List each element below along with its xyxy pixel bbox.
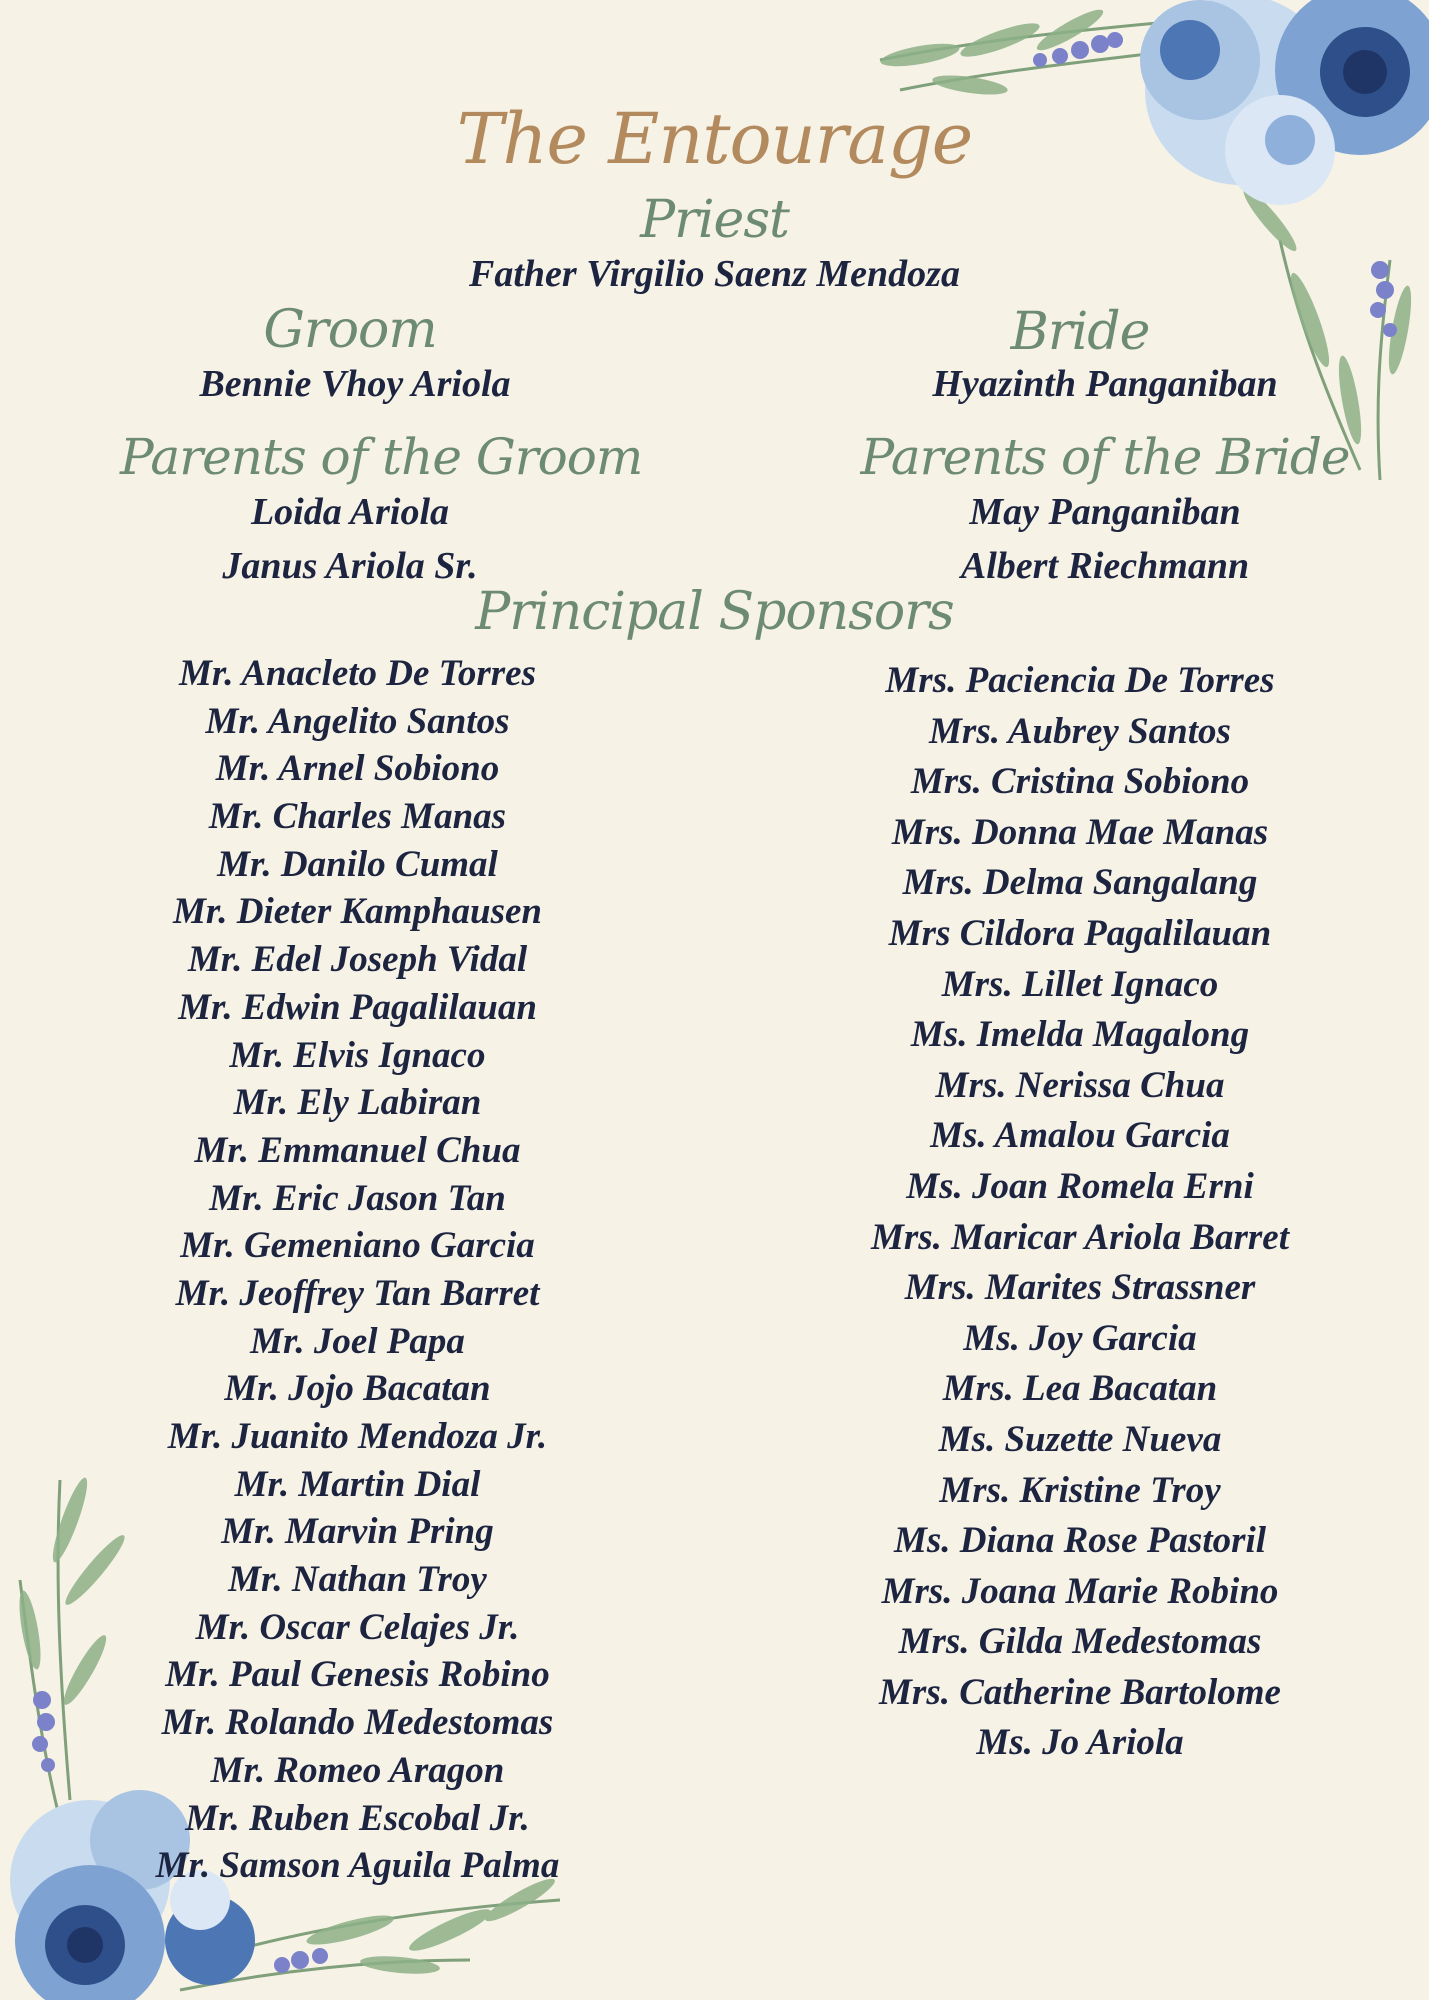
sponsor-name: Mrs. Catherine Bartolome — [879, 1671, 1281, 1713]
priest-name: Father Virgilio Saenz Mendoza — [469, 253, 960, 295]
parents-groom-name-1: Loida Ariola — [250, 491, 450, 533]
sponsor-name: Mr. Angelito Santos — [205, 700, 510, 742]
page-title: The Entourage — [456, 98, 973, 180]
sponsor-name: Mr. Eric Jason Tan — [209, 1177, 506, 1219]
parents-groom-heading: Parents of the Groom — [120, 428, 643, 486]
sponsor-name: Ms. Suzette Nueva — [938, 1418, 1222, 1460]
sponsor-name: Ms. Amalou Garcia — [930, 1115, 1230, 1157]
sponsor-name: Mrs. Aubrey Santos — [929, 710, 1231, 752]
sponsor-name: Mrs Cildora Pagalilauan — [888, 912, 1272, 954]
sponsor-name: Mr. Gemeniano Garcia — [180, 1225, 535, 1267]
sponsor-name: Ms. Joy Garcia — [963, 1317, 1197, 1359]
sponsor-name: Mr. Anacleto De Torres — [178, 653, 536, 694]
sponsor-name: Mrs. Marites Strassner — [904, 1267, 1256, 1309]
sponsors-list-right — [820, 656, 1340, 1769]
sponsor-name: Mr. Marvin Pring — [221, 1511, 494, 1553]
bride-name: Hyazinth Panganiban — [932, 363, 1278, 405]
sponsor-name: Mrs. Donna Mae Manas — [891, 811, 1269, 853]
sponsor-name: Mr. Elvis Ignaco — [229, 1034, 486, 1076]
sponsor-name: Mr. Edwin Pagalilauan — [178, 986, 537, 1028]
sponsor-name: Mr. Joel Papa — [250, 1320, 465, 1362]
sponsor-name: Mrs. Gilda Medestomas — [898, 1621, 1262, 1663]
parents-groom-name-2: Janus Ariola Sr. — [222, 545, 478, 587]
sponsor-name: Mr. Jeoffrey Tan Barret — [175, 1272, 540, 1314]
sponsor-name: Mr. Paul Genesis Robino — [165, 1654, 550, 1696]
sponsor-name: Mr. Ely Labiran — [233, 1082, 482, 1124]
sponsor-name: Mrs. Lea Bacatan — [942, 1368, 1218, 1410]
sponsor-name: Ms. Diana Rose Pastoril — [893, 1520, 1267, 1562]
sponsor-name: Mr. Rolando Medestomas — [161, 1702, 554, 1744]
parents-bride-name-2: Albert Riechmann — [960, 545, 1250, 587]
priest-heading: Priest — [640, 190, 789, 250]
sponsor-name: Mr. Jojo Bacatan — [224, 1368, 491, 1410]
sponsor-name: Mr. Danilo Cumal — [217, 843, 498, 885]
sponsor-name: Mr. Edel Joseph Vidal — [187, 939, 528, 981]
parents-bride-name-1: May Panganiban — [969, 491, 1241, 533]
sponsor-name: Mr. Arnel Sobiono — [215, 748, 500, 790]
sponsor-name: Mrs. Kristine Troy — [939, 1469, 1221, 1511]
sponsor-name: Mrs. Delma Sangalang — [902, 862, 1258, 904]
sponsor-name: Ms. Imelda Magalong — [910, 1014, 1250, 1056]
sponsor-name: Ms. Jo Ariola — [976, 1722, 1184, 1764]
sponsor-name: Mr. Dieter Kamphausen — [172, 891, 543, 933]
sponsor-name: Mrs. Maricar Ariola Barret — [870, 1216, 1290, 1258]
sponsor-name: Mr. Ruben Escobal Jr. — [185, 1797, 530, 1839]
sponsor-name: Ms. Joan Romela Erni — [906, 1165, 1254, 1207]
sponsor-name: Mr. Nathan Troy — [228, 1559, 487, 1601]
sponsor-name: Mrs. Nerissa Chua — [935, 1064, 1225, 1106]
sponsor-name: Mrs. Joana Marie Robino — [881, 1570, 1279, 1612]
principal-sponsors-heading: Principal Sponsors — [475, 582, 954, 642]
sponsor-name: Mr. Samson Aguila Palma — [155, 1845, 560, 1887]
sponsor-name: Mr. Juanito Mendoza Jr. — [167, 1416, 548, 1457]
sponsor-name: Mrs. Cristina Sobiono — [910, 761, 1250, 803]
floral-corner-top-right — [860, 0, 1429, 500]
bride-heading: Bride — [1010, 302, 1150, 362]
groom-name: Bennie Vhoy Ariola — [199, 363, 511, 405]
parents-bride-heading: Parents of the Bride — [860, 428, 1350, 486]
sponsors-list-left — [100, 650, 615, 1890]
groom-heading: Groom — [263, 300, 437, 360]
sponsor-name: Mr. Martin Dial — [234, 1463, 481, 1505]
sponsor-name: Mr. Emmanuel Chua — [194, 1129, 521, 1171]
sponsor-name: Mr. Romeo Aragon — [210, 1749, 505, 1791]
sponsor-name: Mrs. Lillet Ignaco — [941, 963, 1219, 1005]
sponsor-name: Mrs. Paciencia De Torres — [885, 660, 1275, 701]
sponsor-name: Mr. Charles Manas — [208, 796, 507, 838]
sponsor-name: Mr. Oscar Celajes Jr. — [195, 1606, 520, 1648]
